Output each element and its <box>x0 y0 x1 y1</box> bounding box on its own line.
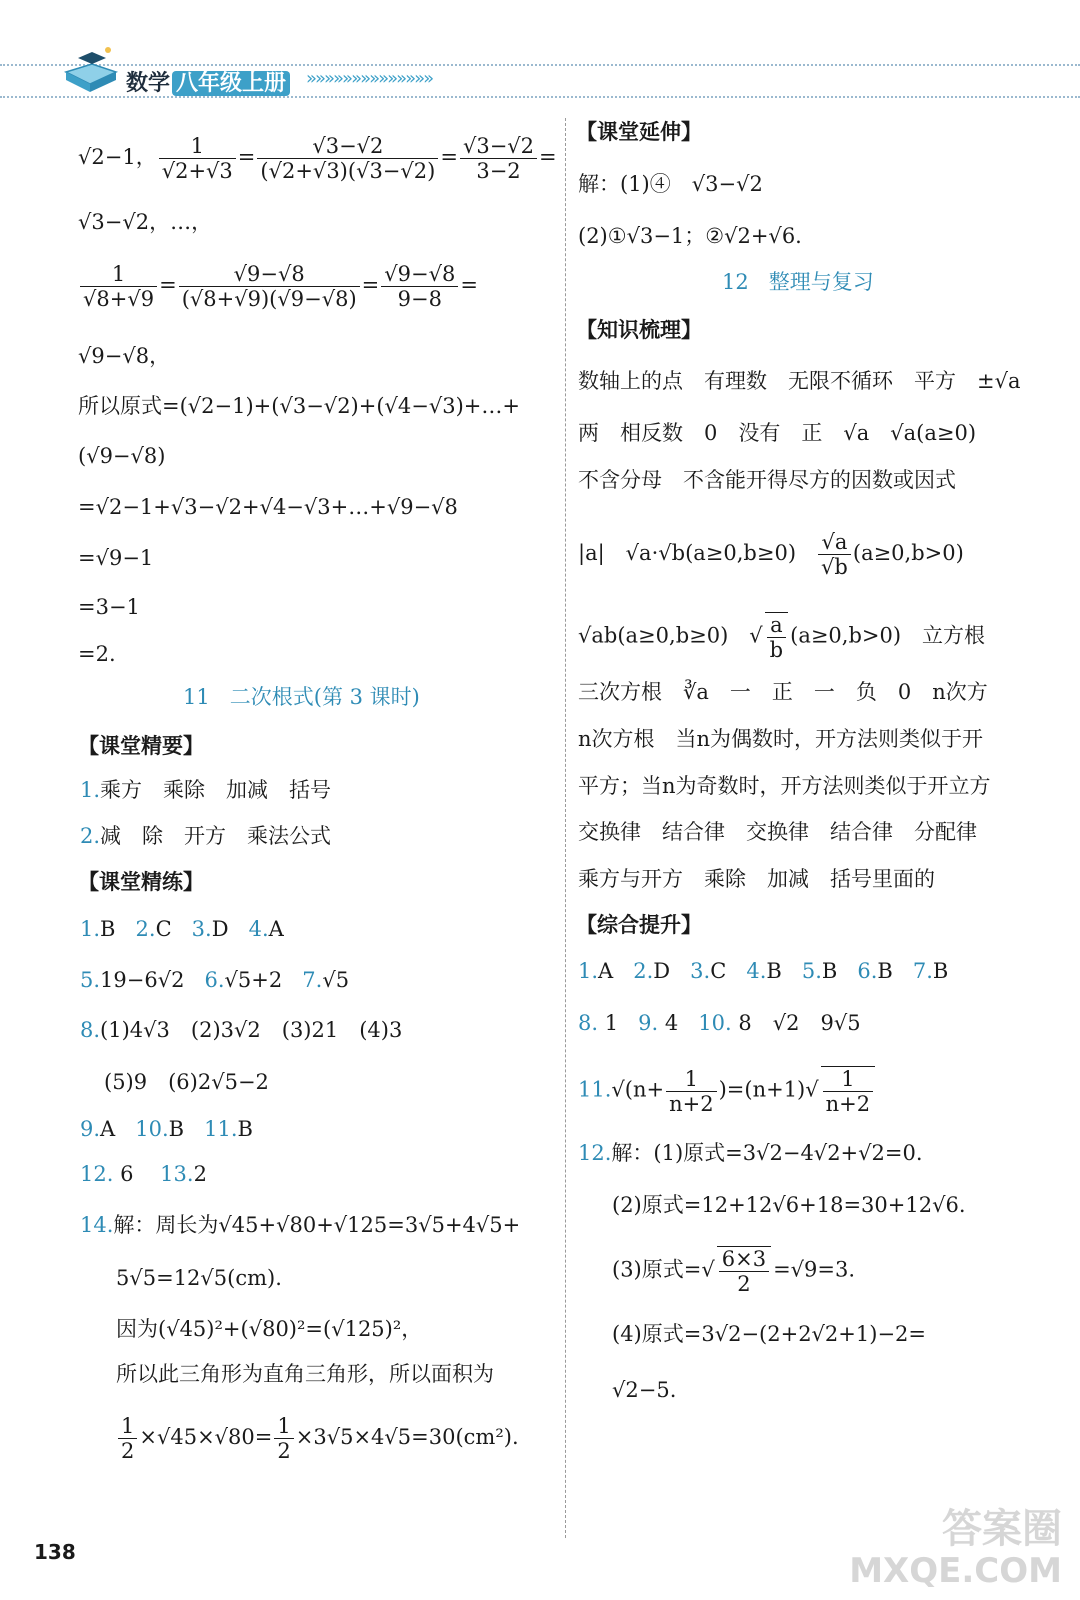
item-number: 7. <box>302 968 323 992</box>
numerator: 1 <box>666 1067 716 1092</box>
subject-label: 数学 <box>126 71 171 96</box>
fraction <box>818 530 851 579</box>
answer: 6 <box>120 1162 134 1186</box>
answer-line <box>578 612 985 662</box>
answer: B <box>932 959 949 983</box>
numerator: √9−√8 <box>179 262 360 287</box>
answer: A <box>268 917 284 941</box>
watermark <box>849 1508 1062 1592</box>
section-number: 12 <box>722 270 749 294</box>
text-line: =√9−1 <box>78 546 154 570</box>
answer-line <box>80 822 331 850</box>
numerator: √9−√8 <box>381 262 458 287</box>
equals: = <box>440 145 458 169</box>
answer-line: 解：(1)④ √3−√2 <box>578 172 763 196</box>
answer: (1)4√3 (2)3√2 (3)21 (4)3 <box>100 1018 403 1042</box>
equals: = <box>460 273 478 297</box>
answer-line: 数轴上的点 有理数 无限不循环 平方 ±√a <box>578 369 1021 393</box>
page-number: 138 <box>34 1540 76 1564</box>
answer-continued <box>612 1246 855 1296</box>
answer: 4 <box>664 1011 679 1035</box>
fraction <box>821 1066 875 1116</box>
denominator: 2 <box>737 1272 751 1296</box>
denominator: 2 <box>277 1439 291 1463</box>
item-number: 1. <box>80 778 101 802</box>
answer-row <box>80 1211 520 1239</box>
item-number: 3. <box>191 917 212 941</box>
fraction <box>765 612 788 662</box>
item-number: 4. <box>248 917 269 941</box>
text-line: =3−1 <box>78 595 140 619</box>
answer: 8 √2 9√5 <box>738 1011 861 1035</box>
item-number: 11. <box>578 1077 612 1102</box>
fraction <box>118 1414 137 1463</box>
item-number: 14. <box>80 1213 114 1237</box>
area-calculation <box>116 1414 519 1463</box>
answer: B <box>237 1117 253 1141</box>
item-number: 1. <box>578 959 599 983</box>
fraction <box>460 134 537 183</box>
text: (a≥0,b>0) <box>852 541 964 565</box>
answer: A <box>100 1117 116 1141</box>
fraction <box>179 262 360 311</box>
denominator: b <box>769 638 784 662</box>
answer-line <box>80 776 331 804</box>
item-number: 5. <box>801 959 822 983</box>
heading-comprehensive: 【综合提升】 <box>576 912 702 937</box>
item-number: 8. <box>80 1018 101 1042</box>
item-number: 6. <box>857 959 878 983</box>
text: ×3√5×4√5=30(cm²). <box>295 1425 519 1449</box>
answer-line: 乘方与开方 乘除 加减 括号里面的 <box>578 867 935 891</box>
answer-line: n次方根 当n为偶数时，开方法则类似于开 <box>578 727 984 751</box>
fraction <box>159 134 236 183</box>
column-divider <box>565 118 566 1538</box>
watermark-text: 答案圈 <box>942 1506 1062 1552</box>
answer-line <box>578 530 964 579</box>
answer: 解：周长为√45+√80+√125=3√5+4√5+ <box>113 1213 521 1237</box>
item-number: 8. <box>578 1011 599 1035</box>
text: √ab(a≥0,b≥0) √ <box>578 623 763 648</box>
item-number: 4. <box>746 959 767 983</box>
heading-knowledge-review: 【知识梳理】 <box>576 317 702 342</box>
item-number: 6. <box>204 968 225 992</box>
text-line: (√9−√8) <box>78 444 166 468</box>
grade-badge: 八年级上册 <box>172 71 290 96</box>
text: √2−1， <box>78 145 157 169</box>
answer-continued: (5)9 (6)2√5−2 <box>104 1070 269 1094</box>
text: ×√45×√80= <box>139 1425 273 1449</box>
fraction <box>274 1414 293 1463</box>
equals: = <box>361 273 380 297</box>
text: =√9=3. <box>773 1257 856 1282</box>
header-title <box>126 66 290 97</box>
answer-row <box>80 966 349 994</box>
item-number: 2. <box>633 959 654 983</box>
section-title-12 <box>722 268 874 296</box>
numerator: √3−√2 <box>460 134 537 159</box>
section-number: 11 <box>183 685 210 709</box>
item-number: 9. <box>638 1011 659 1035</box>
answer-line: 三次方根 ∛a 一 正 一 负 0 n次方 <box>578 680 988 704</box>
answer: C <box>155 917 172 941</box>
numerator: 1 <box>80 262 157 287</box>
watermark-url: MXQE.COM <box>849 1551 1062 1591</box>
heading-class-practice: 【课堂精练】 <box>78 869 204 894</box>
section-name: 二次根式(第 3 课时) <box>229 685 420 709</box>
denominator: 3−2 <box>476 159 521 183</box>
denominator: √2+√3 <box>161 159 233 183</box>
item-number: 10. <box>698 1011 732 1035</box>
answer: B <box>821 959 838 983</box>
answer: A <box>598 959 614 983</box>
answer: D <box>211 917 229 941</box>
answer: B <box>877 959 893 983</box>
line-rationalize-1 <box>78 134 557 183</box>
answer-line: 两 相反数 0 没有 正 √a √a(a≥0) <box>578 421 977 445</box>
numerator: √3−√2 <box>257 134 438 159</box>
answer: C <box>710 959 727 983</box>
answer: 1 <box>604 1011 619 1035</box>
section-title-11 <box>183 683 420 711</box>
book-cap-icon <box>62 44 120 94</box>
text: √(n+ <box>611 1077 665 1102</box>
item-number: 1. <box>80 917 101 941</box>
answer-continued: 所以此三角形为直角三角形，所以面积为 <box>116 1362 494 1386</box>
denominator: √8+√9 <box>83 287 155 311</box>
answer-row <box>80 915 284 943</box>
item-number: 9. <box>80 1117 101 1141</box>
numerator: 1 <box>274 1414 293 1439</box>
answer-continued: (2)原式=12+12√6+18=30+12√6. <box>612 1193 966 1217</box>
item-number: 10. <box>135 1117 169 1141</box>
page-header <box>0 0 1080 110</box>
answer-line: 平方；当n为奇数时，开方法则类似于开立方 <box>578 774 991 798</box>
text-line: =2. <box>78 642 116 666</box>
answer: D <box>653 959 671 983</box>
numerator: 1 <box>159 134 236 159</box>
denominator: (√2+√3)(√3−√2) <box>260 159 436 183</box>
denominator: √b <box>821 555 848 579</box>
item-number: 11. <box>204 1117 238 1141</box>
heading-class-essentials: 【课堂精要】 <box>78 733 204 758</box>
answer-row-11 <box>578 1066 877 1116</box>
numerator: a <box>767 613 786 638</box>
equals: = <box>539 145 557 169</box>
answer: B <box>766 959 782 983</box>
answer: 解：(1)原式=3√2−4√2+√2=0. <box>611 1141 923 1165</box>
denominator: 9−8 <box>397 287 442 311</box>
text: |a| √a·√b(a≥0,b≥0) <box>578 541 797 565</box>
answer-row <box>578 1009 861 1037</box>
answer-row <box>578 1139 923 1167</box>
text-line: √3−√2，…， <box>78 210 213 234</box>
answer-continued: (4)原式=3√2−(2+2√2+1)−2= <box>612 1322 926 1346</box>
denominator: 2 <box>121 1439 135 1463</box>
answer-line: (2)①√3−1；②√2+√6. <box>578 224 802 248</box>
section-name: 整理与复习 <box>768 270 874 294</box>
answer-row <box>578 957 948 985</box>
numerator: 1 <box>118 1414 137 1439</box>
text-line: √9−√8， <box>78 344 171 368</box>
answer-line: 交换律 结合律 交换律 结合律 分配律 <box>578 820 977 844</box>
fraction <box>381 262 458 311</box>
fraction <box>666 1067 716 1116</box>
item-number: 13. <box>160 1162 194 1186</box>
answer-continued: √2−5. <box>612 1378 677 1402</box>
text-line: =√2−1+√3−√2+√4−√3+…+√9−√8 <box>78 495 458 519</box>
answer-row <box>80 1160 207 1188</box>
answer-continued: 5√5=12√5(cm). <box>116 1266 282 1290</box>
denominator: (√8+√9)(√9−√8) <box>181 287 357 311</box>
answer: √5 <box>322 968 350 992</box>
text: (a≥0,b>0) 立方根 <box>790 623 986 648</box>
fraction <box>80 262 157 311</box>
fraction <box>257 134 438 183</box>
line-rationalize-2 <box>78 262 478 311</box>
item-number: 2. <box>80 824 101 848</box>
text: (3)原式=√ <box>612 1257 715 1282</box>
denominator: n+2 <box>825 1092 871 1116</box>
chevron-decoration: »»»»»»»»»»»»»» <box>306 68 433 89</box>
answer: √5+2 <box>224 968 283 992</box>
answer: 2 <box>193 1162 207 1186</box>
answer: B <box>100 917 116 941</box>
item-number: 12. <box>80 1162 114 1186</box>
answer-text: 减 除 开方 乘法公式 <box>100 824 332 848</box>
item-number: 2. <box>135 917 156 941</box>
heading-class-extension: 【课堂延伸】 <box>576 119 702 144</box>
item-number: 7. <box>912 959 933 983</box>
item-number: 12. <box>578 1141 612 1165</box>
answer: B <box>168 1117 185 1141</box>
answer-row <box>80 1115 253 1143</box>
answer: 19−6√2 <box>100 968 185 992</box>
answer-text: 乘方 乘除 加减 括号 <box>100 778 332 802</box>
denominator: n+2 <box>669 1091 714 1116</box>
equals: = <box>237 145 256 169</box>
answer-row <box>80 1016 402 1044</box>
item-number: 3. <box>690 959 711 983</box>
numerator: √a <box>818 530 851 555</box>
item-number: 5. <box>80 968 101 992</box>
answer-continued: 因为(√45)²+(√80)²=(√125)²， <box>116 1317 423 1341</box>
answer-line: 不含分母 不含能开得尽方的因数或因式 <box>578 468 956 492</box>
fraction <box>717 1246 771 1296</box>
text-line: 所以原式=(√2−1)+(√3−√2)+(√4−√3)+…+ <box>78 394 520 418</box>
text: )=(n+1)√ <box>718 1077 819 1102</box>
numerator: 1 <box>823 1067 873 1092</box>
equals: = <box>159 273 177 297</box>
numerator: 6×3 <box>719 1247 769 1272</box>
